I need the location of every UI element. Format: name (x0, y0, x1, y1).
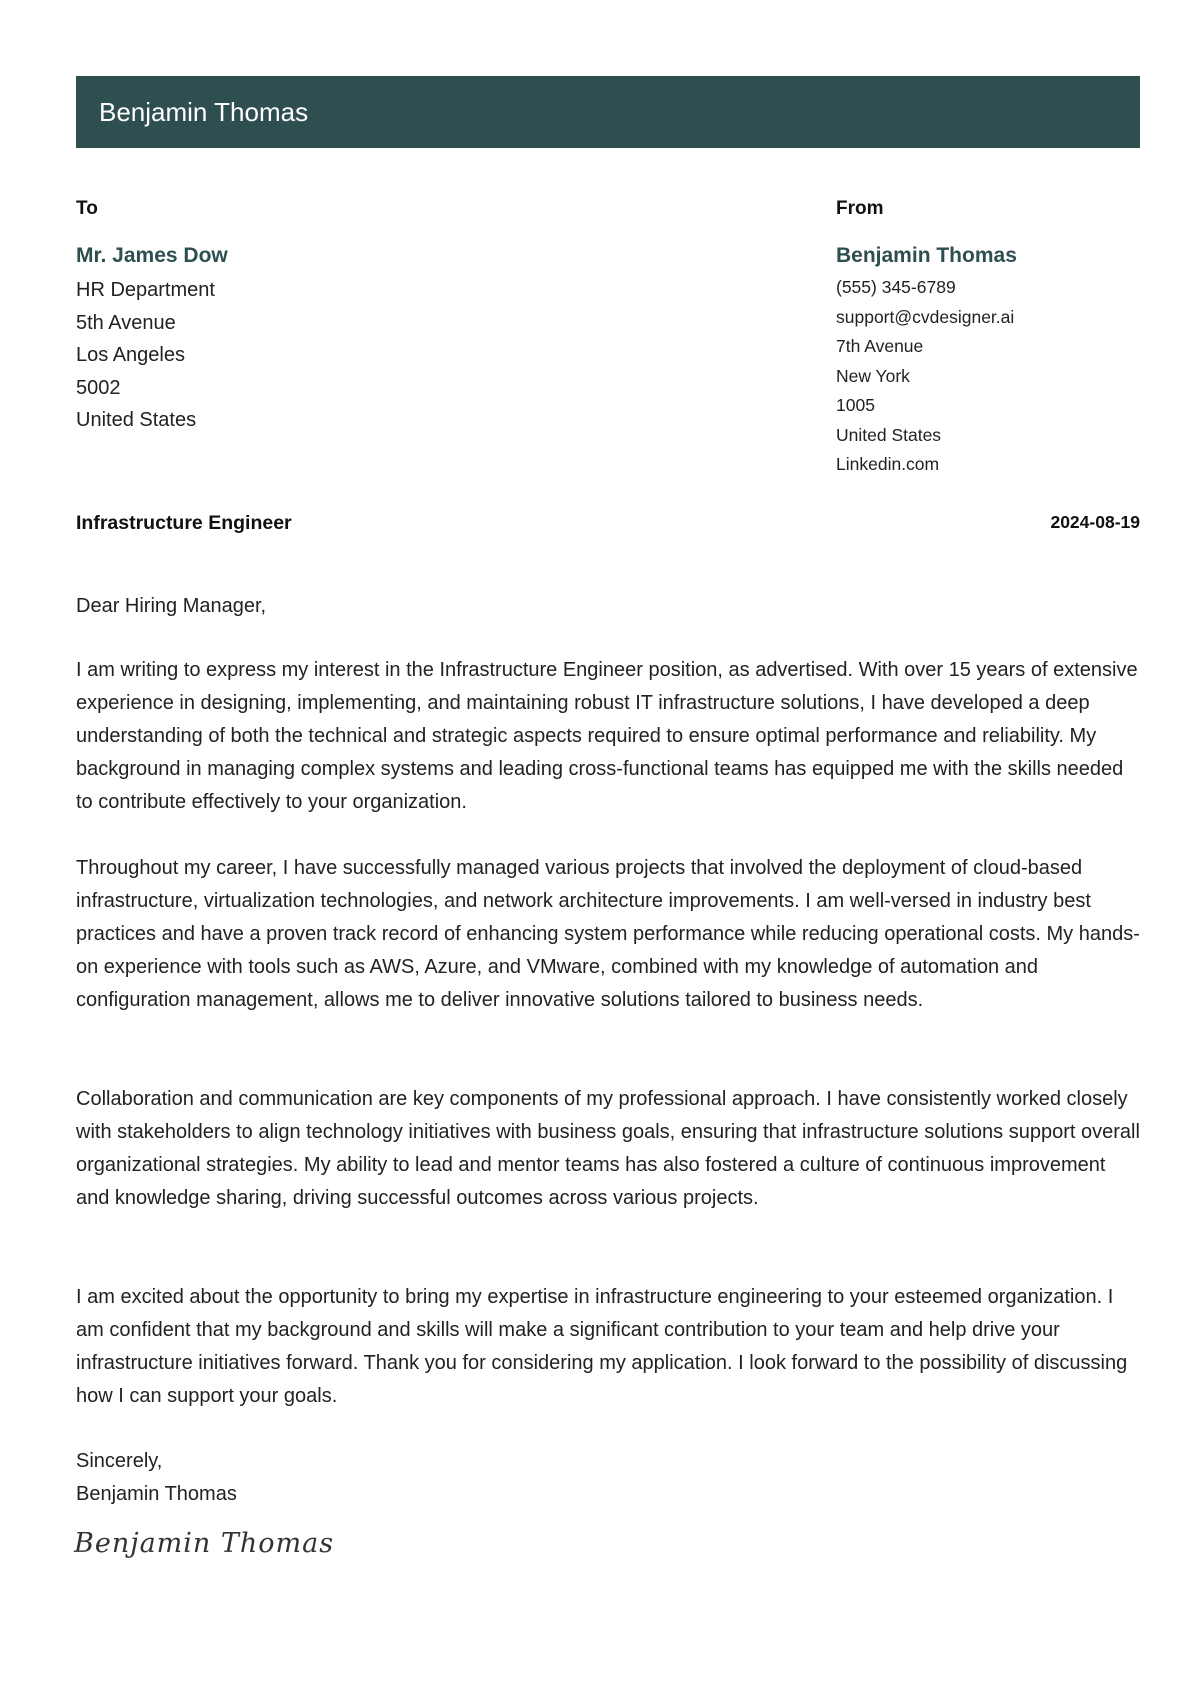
subject-line: Infrastructure Engineer (76, 512, 292, 534)
sender-phone: (555) 345-6789 (836, 277, 956, 297)
recipient-block (76, 241, 636, 437)
sender-block (836, 241, 1136, 480)
header-bar (76, 76, 1140, 148)
sender-city: New York (836, 365, 910, 386)
closing-name: Benjamin Thomas (76, 1483, 237, 1505)
recipient-country: United States (76, 409, 197, 431)
recipient-department: HR Department (76, 279, 215, 301)
closing-phrase: Sincerely, (76, 1450, 163, 1472)
recipient-city: Los Angeles (76, 344, 185, 366)
letter-date: 2024-08-19 (1050, 512, 1140, 532)
recipient-street: 5th Avenue (76, 311, 176, 334)
to-label: To (76, 198, 98, 219)
sender-email: support@cvdesigner.ai (836, 306, 1015, 327)
sender-name: Benjamin Thomas (836, 244, 1017, 267)
sender-country: United States (836, 424, 942, 445)
greeting: Dear Hiring Manager, (76, 595, 267, 617)
recipient-postal-code: 5002 (76, 376, 121, 399)
sender-linkedin: Linkedin.com (836, 454, 940, 474)
from-label: From (836, 198, 884, 219)
sender-street: 7th Avenue (836, 336, 924, 356)
recipient-name: Mr. James Dow (76, 244, 228, 267)
letter-paragraph-4: I am excited about the opportunity to bring my expertise in infrastructure engineering to your esteemed organization. I am confident that my background and skills will make a significant contribution to your team and help drive your infrastructure initiatives forward. Thank you for considering my application. I look forward to the possibility of discussing how I can support your goals. (76, 1286, 1128, 1407)
header-name: Benjamin Thomas (99, 97, 309, 127)
handwritten-signature: Benjamin Thomas (74, 1528, 335, 1559)
closing-block (76, 1445, 237, 1511)
letter-paragraph-2: Throughout my career, I have successfully managed various projects that involved the deployment of cloud-based infrastructure, virtualization technologies, and network architecture improvements. I am well-versed in industry best practices and have a proven track record of enhancing system performance while reducing operational costs. My hands-on experience with tools such as AWS, Azure, and VMware, combined with my knowledge of automation and configuration management, allows me to deliver innovative solutions tailored to business needs. (76, 857, 1140, 1011)
letter-paragraph-1: I am writing to express my interest in the Infrastructure Engineer position, as advertised. With over 15 years of extensive experience in designing, implementing, and maintaining robust IT infrastructure solutions, I have developed a deep understanding of both the technical and strategic aspects required to ensure optimal performance and reliability. My background in managing complex systems and leading cross-functional teams has equipped me with the skills needed to contribute effectively to your organization. (76, 659, 1138, 813)
sender-postal-code: 1005 (836, 395, 875, 415)
letter-paragraph-3: Collaboration and communication are key components of my professional approach. I have consistently worked closely with stakeholders to align technology initiatives with business goals, ensuring that infrastructure solutions support overall organizational strategies. My ability to lead and mentor teams has also fostered a culture of continuous improvement and knowledge sharing, driving successful outcomes across various projects. (76, 1088, 1140, 1209)
